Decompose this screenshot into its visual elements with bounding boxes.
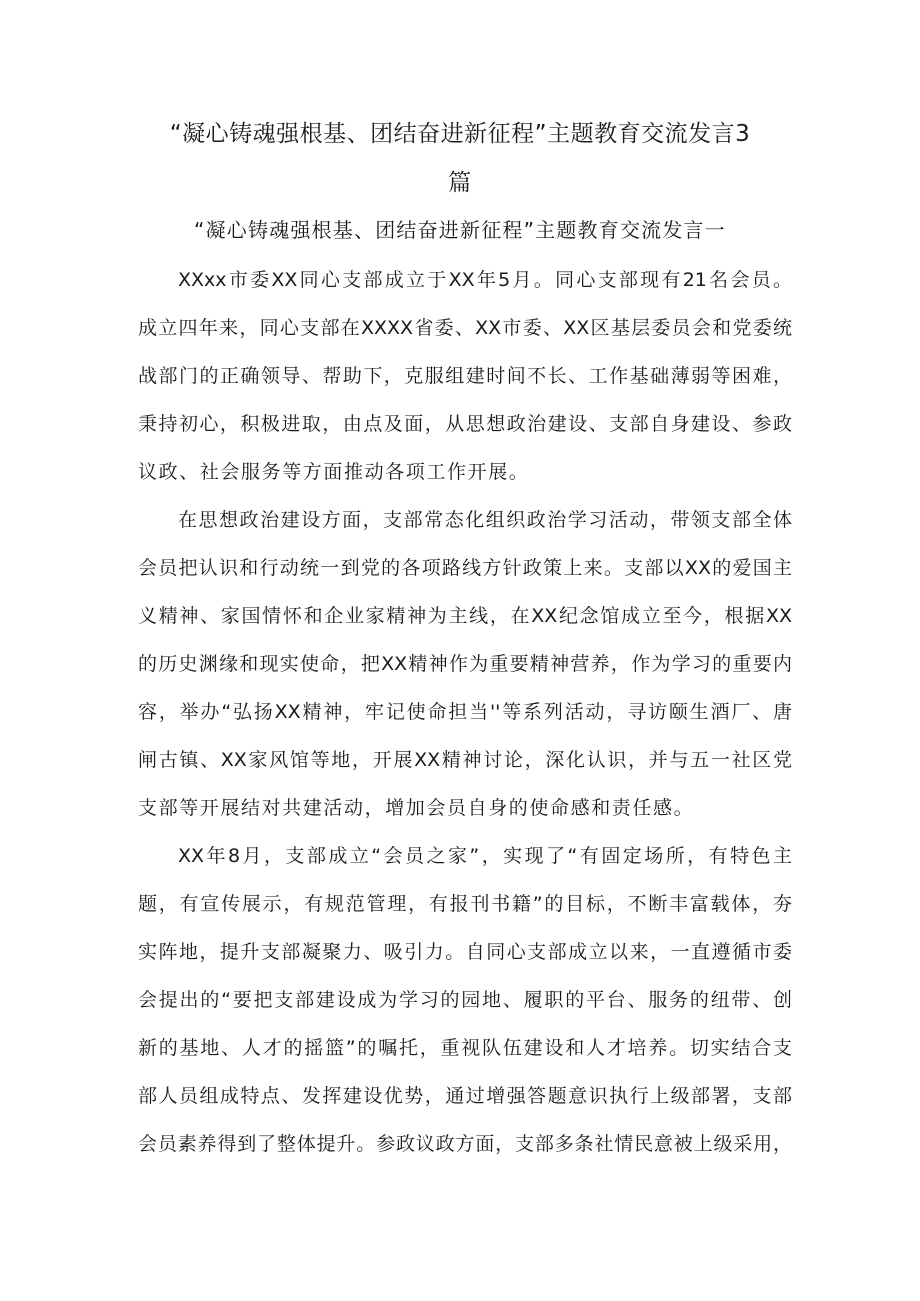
paragraph-line: 支部等开展结对共建活动，增加会员自身的使命感和责任感。 — [138, 797, 695, 819]
paragraph-line: 的历史渊缘和现实使命，把XX精神作为重要精神营养，作为学习的重要内 — [138, 653, 792, 675]
paragraph-line: 会员素养得到了整体提升。参政议政方面，支部多条社情民意被上级采用， — [138, 1133, 792, 1155]
paragraph-line: 题，有宣传展示，有规范管理，有报刊书籍”的目标，不断丰富载体，夯 — [138, 893, 792, 915]
paragraph-line: XX年8月，支部成立“会员之家”，实现了“有固定场所，有特色主 — [178, 845, 792, 867]
paragraph-line: XXxx市委XX同心支部成立于XX年5月。同心支部现有21名会员。 — [178, 269, 792, 291]
paragraph-line: 成立四年来，同心支部在XXXX省委、XX市委、XX区基层委员会和党委统 — [138, 317, 792, 339]
paragraph-line: 会员把认识和行动统一到党的各项路线方针政策上来。支部以XX的爱国主 — [138, 557, 792, 579]
paragraph-line: 会提出的“要把支部建设成为学习的园地、履职的平台、服务的纽带、创 — [138, 989, 792, 1011]
paragraph-line: 部人员组成特点、发挥建设优势，通过增强答题意识执行上级部署，支部 — [138, 1085, 792, 1107]
paragraph-line: 在思想政治建设方面，支部常态化组织政治学习活动，带领支部全体 — [178, 509, 792, 531]
document-subtitle: “凝心铸魂强根基、团结奋进新征程”主题教育交流发言一 — [194, 218, 726, 242]
paragraph-line: 秉持初心，积极进取，由点及面，从思想政治建设、支部自身建设、参政 — [138, 413, 792, 435]
paragraph-line: 闸古镇、XX家风馆等地，开展XX精神讨论，深化认识，并与五一社区党 — [138, 749, 792, 771]
paragraph-line: 容，举办“弘扬XX精神，牢记使命担当''等系列活动，寻访颐生酒厂、唐 — [138, 701, 792, 723]
paragraph-line: 义精神、家国情怀和企业家精神为主线，在XX纪念馆成立至今，根据XX — [138, 605, 792, 627]
document-title-line-2: 篇 — [448, 170, 472, 196]
paragraph-line: 新的基地、人才的摇篮”的嘱托，重视队伍建设和人才培养。切实结合支 — [138, 1037, 792, 1059]
document-title-line-1: “凝心铸魂强根基、团结奋进新征程”主题教育交流发言3 — [169, 121, 751, 147]
paragraph-line: 议政、社会服务等方面推动各项工作开展。 — [138, 461, 530, 483]
paragraph-line: 实阵地，提升支部凝聚力、吸引力。自同心支部成立以来，一直遵循市委 — [138, 941, 792, 963]
paragraph-line: 战部门的正确领导、帮助下，克服组建时间不长、工作基础薄弱等困难， — [138, 365, 792, 387]
